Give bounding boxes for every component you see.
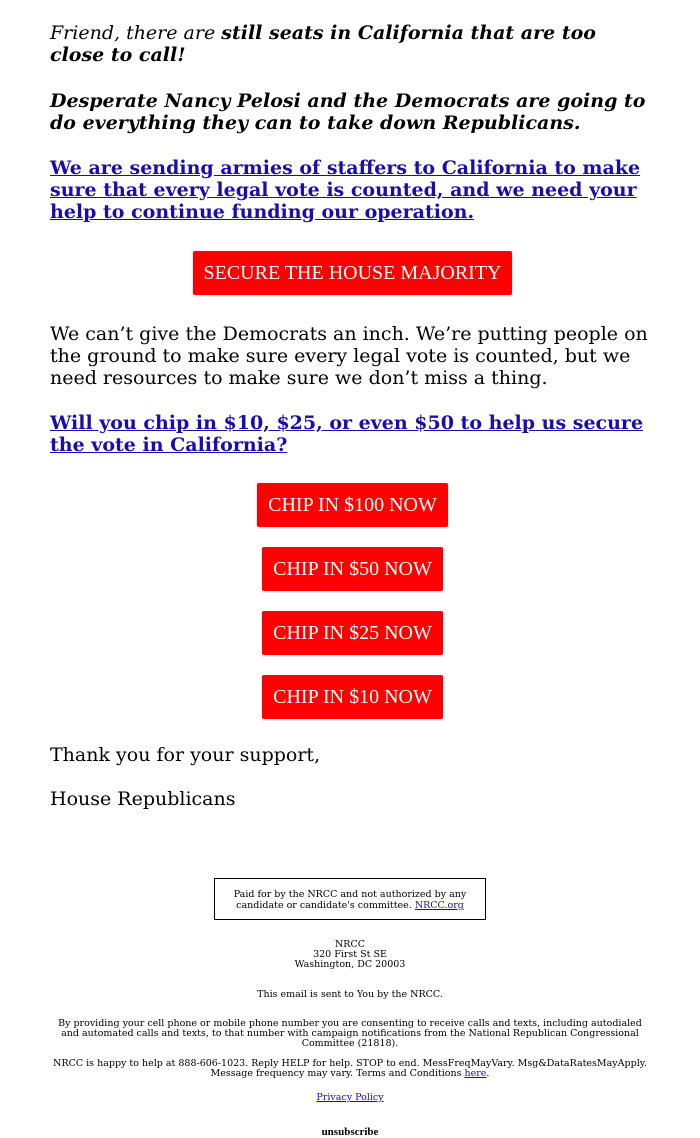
pelosi-text: Desperate Nancy Pelosi and the Democrats are going to do everything they can to take down Republicans. [50,90,646,134]
chip-100-wrap [50,483,655,527]
consent-text: By providing your cell phone or mobile phone number you are consenting to receive calls and texts, including autodialed and automated calls and texts, to that number with campaign notifications from the National Republican Congressional Committee (21818). [58,1018,642,1049]
chip-10-button[interactable]: CHIP IN $10 NOW [262,675,443,719]
unsubscribe-link[interactable]: unsubscribe [321,1126,379,1138]
privacy-block [0,1093,700,1103]
chip-50-button[interactable]: CHIP IN $50 NOW [262,547,443,591]
chip-question-block [50,412,655,456]
intro-bold-text: still seats in California that are too close to call! [50,22,596,66]
chip-25-wrap [50,611,655,655]
thanks-text: Thank you for your support, [50,744,321,766]
chip-25-button[interactable]: CHIP IN $25 NOW [262,611,443,655]
address-name: NRCC [334,939,365,950]
help-text: NRCC is happy to help at 888-606-1023. Reply HELP for help. STOP to end. MessFreqMayVary. Msg&DataRatesMayApply. Message frequency may vary. Terms and Conditions [53,1058,647,1079]
privacy-policy-link[interactable]: Privacy Policy [316,1092,384,1103]
secure-house-majority-button[interactable]: SECURE THE HOUSE MAJORITY [193,251,513,295]
terms-here-link[interactable]: here [464,1068,487,1079]
email-body [50,22,655,829]
chip-50-wrap [50,547,655,591]
paid-for-box [214,878,486,920]
chip-question-link[interactable]: Will you chip in $10, $25, or even $50 to help us secure the vote in California? [50,412,644,456]
mailing-address [0,940,700,970]
address-line1: 320 First St SE [313,949,387,960]
help-text-block [50,1059,650,1079]
nrcc-org-link[interactable]: NRCC.org [414,900,464,911]
body-paragraph: We can’t give the Democrats an inch. We’re putting people on the ground to make sure every legal vote is counted, but we need resources to make sure we don’t miss a thing. [50,323,648,389]
footer [0,878,700,1137]
intro-normal-text: Friend, there are [50,22,222,44]
secure-button-wrap [50,251,655,295]
pelosi-paragraph [50,90,655,134]
chip-10-wrap [50,675,655,719]
address-line2: Washington, DC 20003 [294,959,406,970]
signature-text: House Republicans [50,788,236,810]
chip-100-button[interactable]: CHIP IN $100 NOW [257,483,448,527]
paid-for-text: Paid for by the NRCC and not authorized by any candidate or candidate's committee. [233,889,467,911]
staffers-link-block [50,157,655,223]
chip-button-list [50,483,655,719]
help-end: . [486,1068,490,1079]
staffers-link[interactable]: We are sending armies of staffers to California to make sure that every legal vote is counted, and we need your help to continue funding our operation. [50,157,641,223]
sent-to-text: This email is sent to You by the NRCC. [257,989,443,1000]
intro-paragraph [50,22,655,66]
